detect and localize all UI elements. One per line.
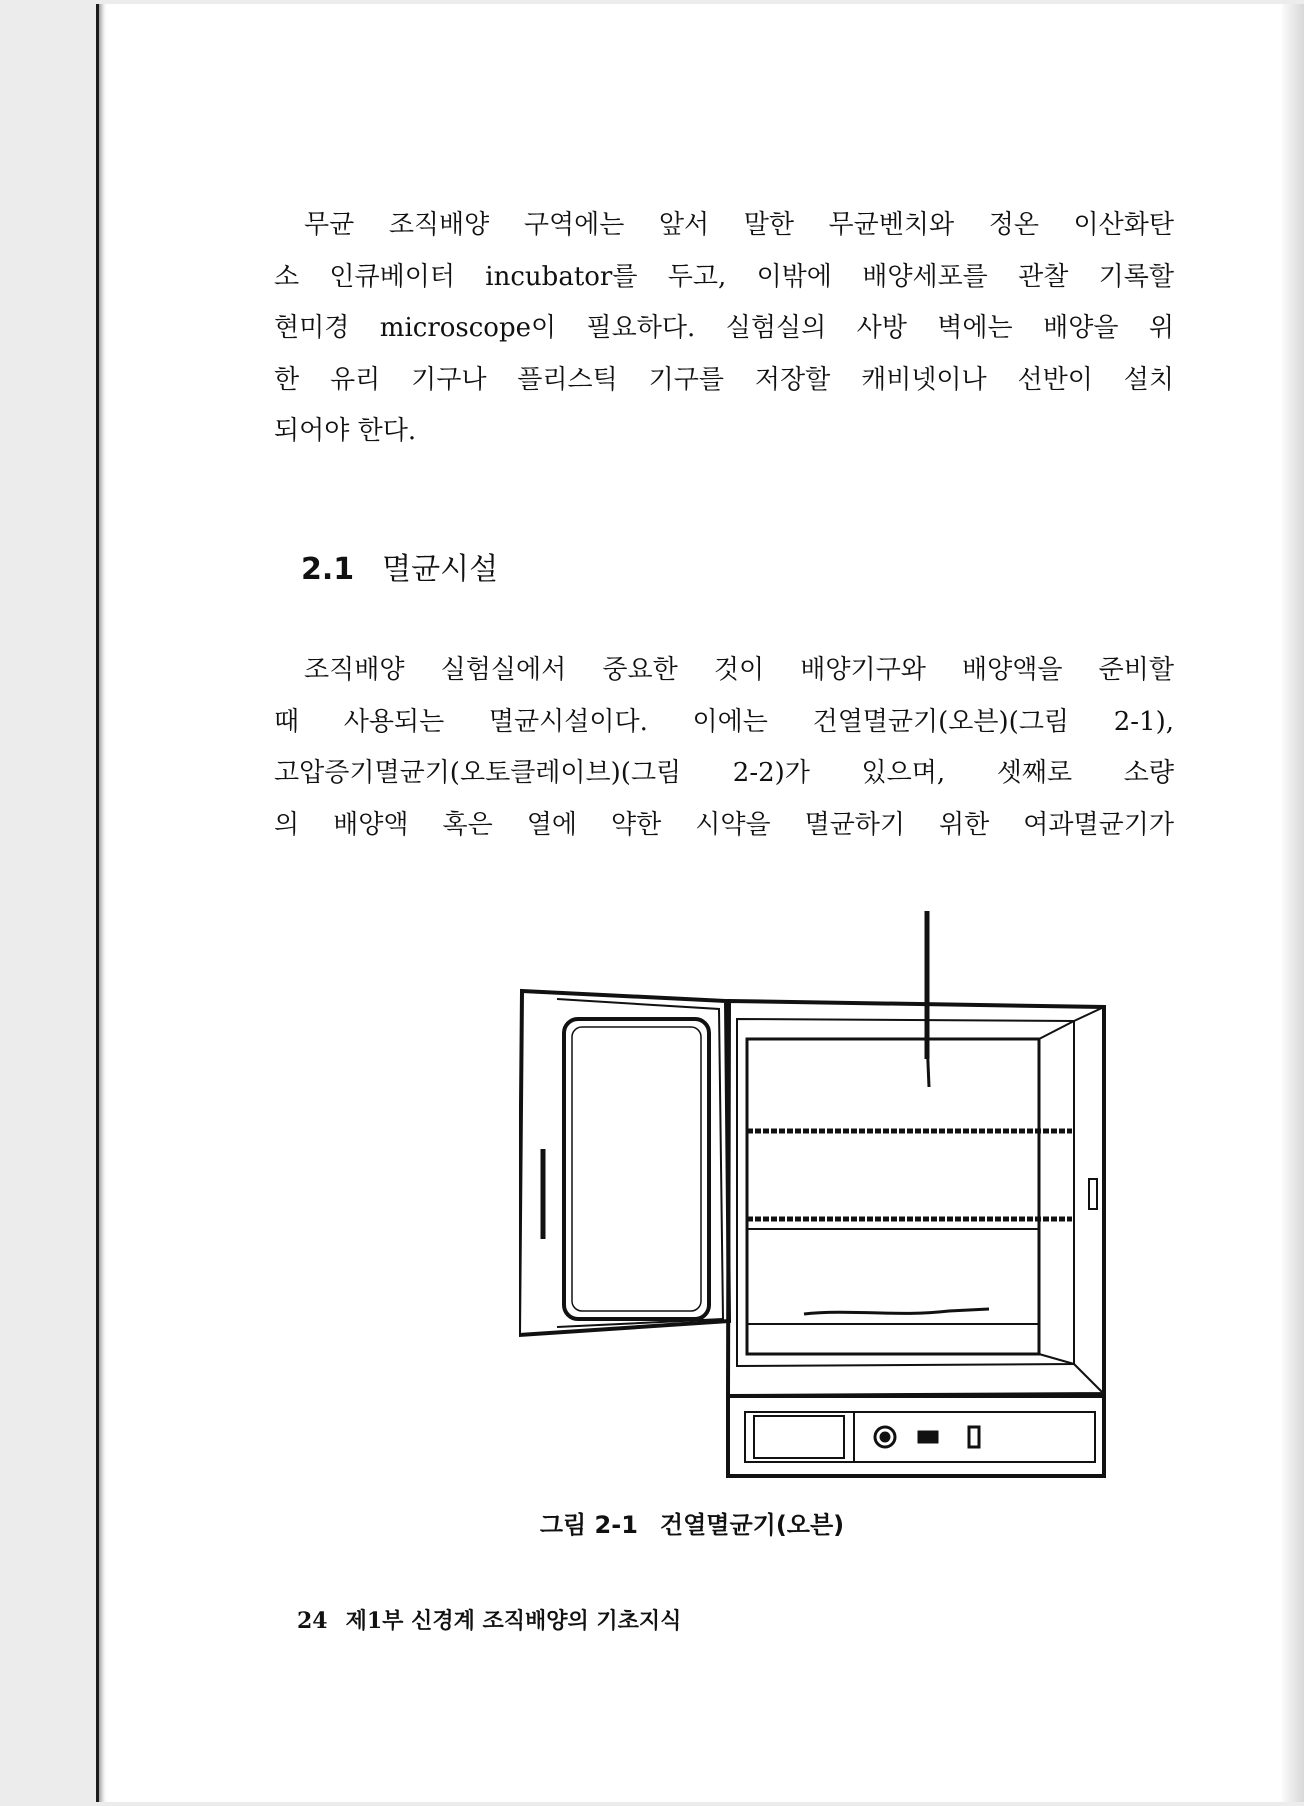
- page-edge-shadow: [1282, 4, 1304, 1802]
- oven-illustration: [519, 909, 1109, 1479]
- section-number: 2.1: [301, 552, 355, 587]
- paragraph-intro: [274, 200, 1174, 458]
- page-footer: [297, 1604, 681, 1635]
- section-heading: [301, 544, 498, 588]
- figure-caption-text: 건열멸균기(오븐): [659, 1511, 845, 1539]
- text-line: 때 사용되는 멸균시설이다. 이에는 건열멸균기(오븐)(그림 2-1),: [274, 706, 1174, 737]
- text-line: 조직배양 실험실에서 중요한 것이 배양기구와 배양액을 준비할: [304, 655, 1174, 685]
- running-title: 제1부 신경계 조직배양의 기초지식: [345, 1608, 682, 1634]
- text-line: 한 유리 기구나 플리스틱 기구를 저장할 캐비넷이나 선반이 설치: [274, 364, 1174, 395]
- section-title: 멸균시설: [382, 552, 499, 587]
- text-line: 무균 조직배양 구역에는 앞서 말한 무균벤치와 정온 이산화탄: [304, 210, 1174, 240]
- text-line: 되어야 한다.: [274, 416, 417, 446]
- book-page: [96, 4, 1282, 1802]
- text-line: 의 배양액 혹은 열에 약한 시약을 멸균하기 위한 여과멸균기가: [274, 809, 1174, 840]
- figure-number: 그림 2-1: [539, 1511, 638, 1539]
- page-number: 24: [297, 1608, 328, 1634]
- text-line: 소 인큐베이터 incubator를 두고, 이밖에 배양세포를 관찰 기록할: [274, 261, 1174, 292]
- figure-caption: [99, 1505, 1285, 1540]
- paragraph-sterilization: [274, 645, 1174, 851]
- text-line: 현미경 microscope이 필요하다. 실험실의 사방 벽에는 배양을 위: [274, 313, 1174, 343]
- text-line: 고압증기멸균기(오토클레이브)(그림 2-2)가 있으며, 셋째로 소량: [274, 758, 1174, 788]
